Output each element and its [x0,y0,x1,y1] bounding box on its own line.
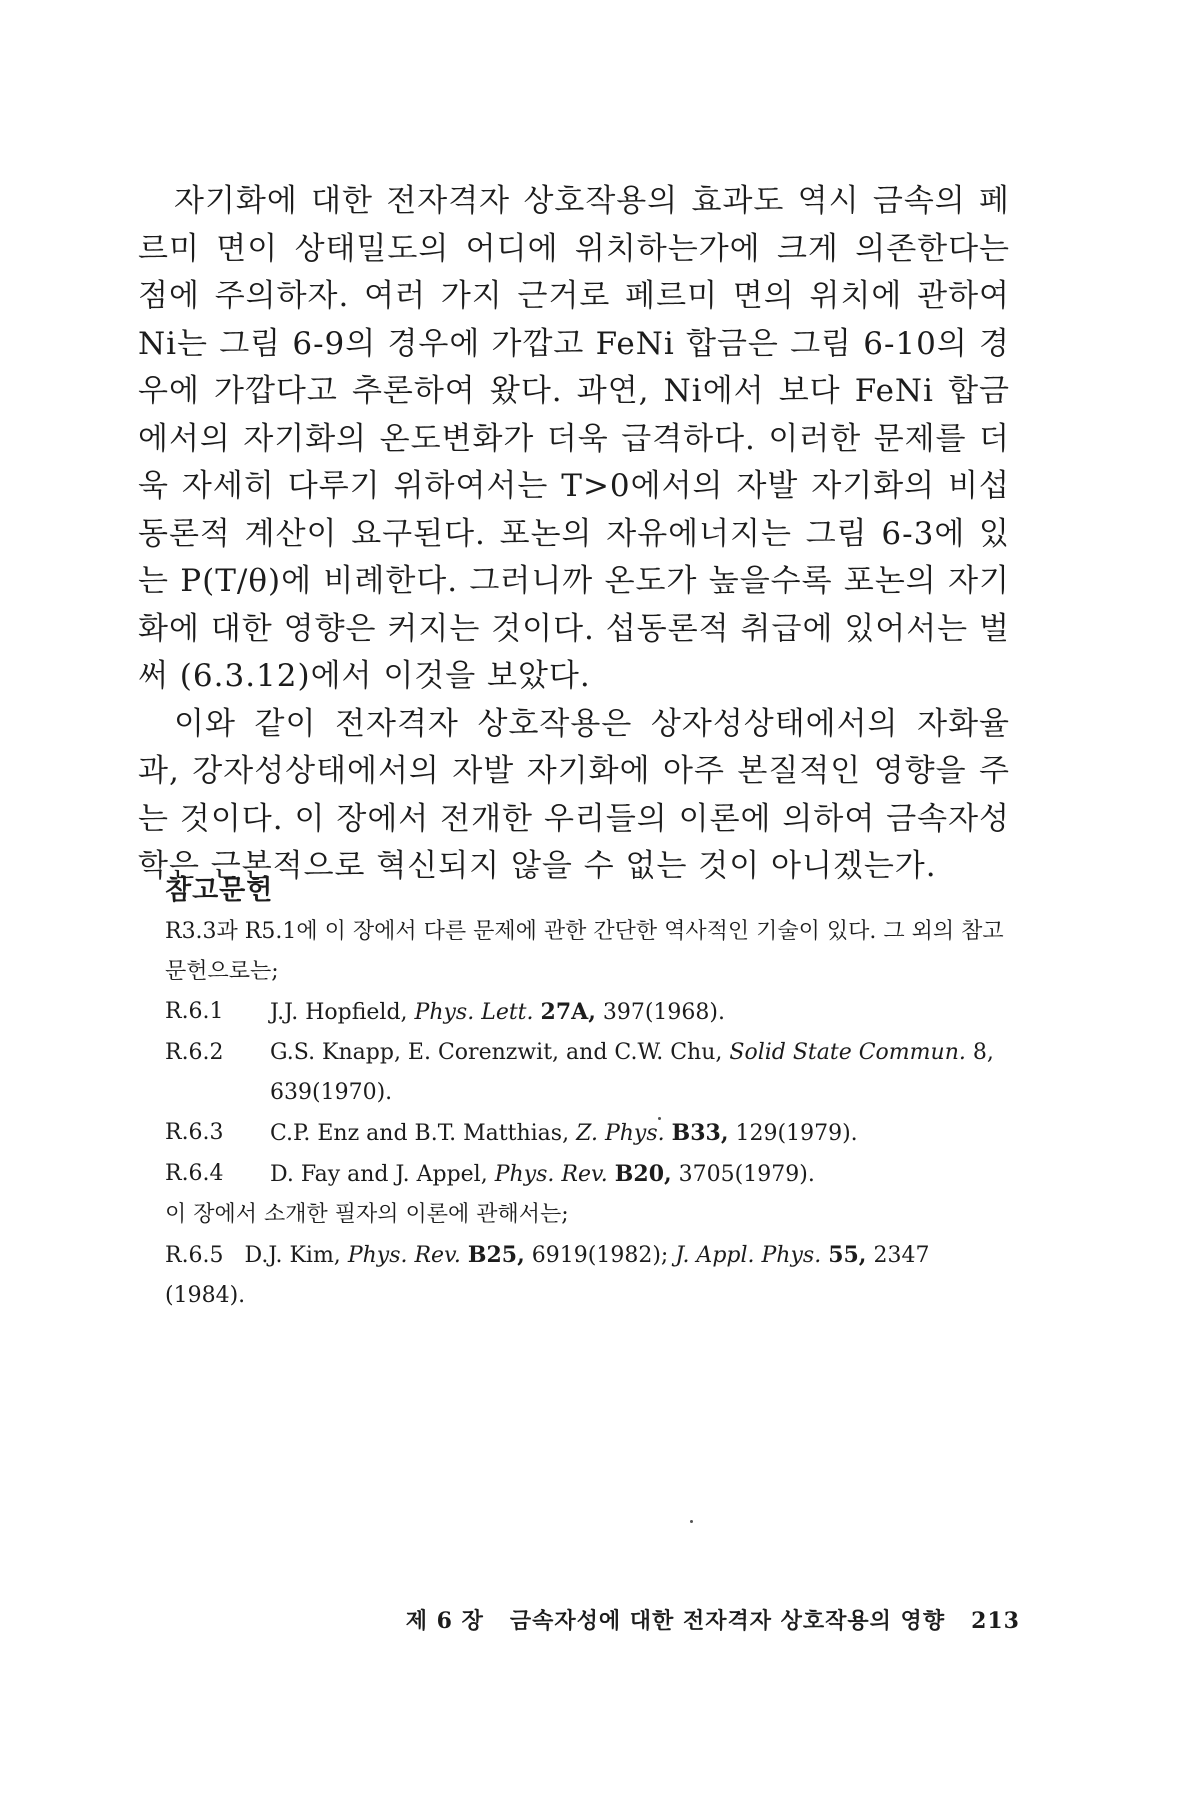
reference-authors: C.P. Enz and B.T. Matthias, [270,1121,570,1146]
paragraph-1: 자기화에 대한 전자격자 상호작용의 효과도 역시 금속의 페르미 면이 상태밀도의 어디에 위치하는가에 크게 의존한다는 점에 주의하자. 여러 가지 근거로 페르미 면의 위치에 관하여 Ni는 그림 6-9의 경우에 가깝고 FeNi 합금은 그림 6-10의 경우에 가깝다고 추론하여 왔다. 과연, Ni에서 보다 FeNi 합금에서의 자기화의 온도변화가 더욱 급격하다. 이러한 문제를 더욱 자세히 다루기 위하여서는 T>0에서의 자발 자기화의 비섭동론적 계산이 요구된다. 포논의 자유에너지는 그림 6-3에 있는 P(T/θ)에 비례한다. 그러니까 온도가 높을수록 포논의 자기화에 대한 영향은 커지는 것이다. 섭동론적 취급에 있어서는 벌써 (6.3.12)에서 이것을 보았다. [138,183,1010,694]
reference-journal: Phys. Rev. [494,1162,608,1187]
author-references-intro: 이 장에서 소개한 필자의 이론에 관해서는; [165,1202,569,1227]
print-speck [658,1117,661,1120]
reference-volume: 27A, [540,999,596,1025]
page-number: 213 [971,1608,1020,1634]
reference-journal: J. Appl. Phys. [675,1243,822,1268]
references-list [165,912,1010,1316]
reference-volume: 8, [972,1040,994,1065]
paragraph-2: 이와 같이 전자격자 상호작용은 상자성상태에서의 자화율과, 강자성상태에서의 자발 자기화에 아주 본질적인 영향을 주는 것이다. 이 장에서 전개한 우리들의 이론에 의하여 금속자성학은 근본적으로 혁신되지 않을 수 없는 것이 아니겠는가. [138,705,1010,884]
chapter-label: 제 6 장 [405,1608,484,1634]
reference-journal: Z. Phys. [576,1121,665,1146]
reference-number: R.6.2 [165,1040,224,1065]
references-heading: 참고문헌 [165,875,274,906]
running-footer [380,1604,1020,1635]
reference-authors: D. Fay and J. Appel, [270,1162,488,1187]
reference-item [165,992,1010,1033]
reference-pages: 6919(1982); [531,1243,669,1268]
reference-journal: Phys. Rev. [347,1243,461,1268]
reference-number: R.6.1 [165,999,224,1024]
reference-authors: J.J. Hopfield, [270,1000,408,1025]
reference-journal: Solid State Commun. [729,1040,966,1065]
chapter-title: 금속자성에 대한 전자격자 상호작용의 영향 [509,1608,946,1634]
reference-number: R.6.4 [165,1161,224,1186]
reference-item [165,1113,1010,1154]
reference-pages: 129(1979). [735,1121,858,1146]
reference-authors: G.S. Knapp, E. Corenzwit, and C.W. Chu, [270,1040,723,1065]
reference-item [165,1033,1010,1113]
reference-number: R.6.3 [165,1120,224,1145]
reference-volume: 55, [828,1242,867,1268]
reference-pages: 397(1968). [602,1000,725,1025]
reference-pages: 639(1970). [270,1080,393,1105]
reference-item [165,1235,1010,1316]
print-speck [690,1520,693,1523]
reference-journal: Phys. Lett. [414,1000,534,1025]
reference-number: R.6.5 [165,1243,224,1268]
reference-volume: B33, [671,1120,729,1146]
reference-volume: B20, [614,1161,672,1187]
reference-pages: 2347 (1984). [165,1243,930,1308]
reference-item [165,1154,1010,1195]
reference-pages: 3705(1979). [678,1162,815,1187]
reference-authors: D.J. Kim, [244,1243,341,1268]
main-text [138,178,1010,891]
reference-volume: B25, [467,1242,525,1268]
references-intro: R3.3과 R5.1에 이 장에서 다른 문제에 관한 간단한 역사적인 기술이 있다. 그 외의 참고문헌으로는; [165,919,1004,984]
